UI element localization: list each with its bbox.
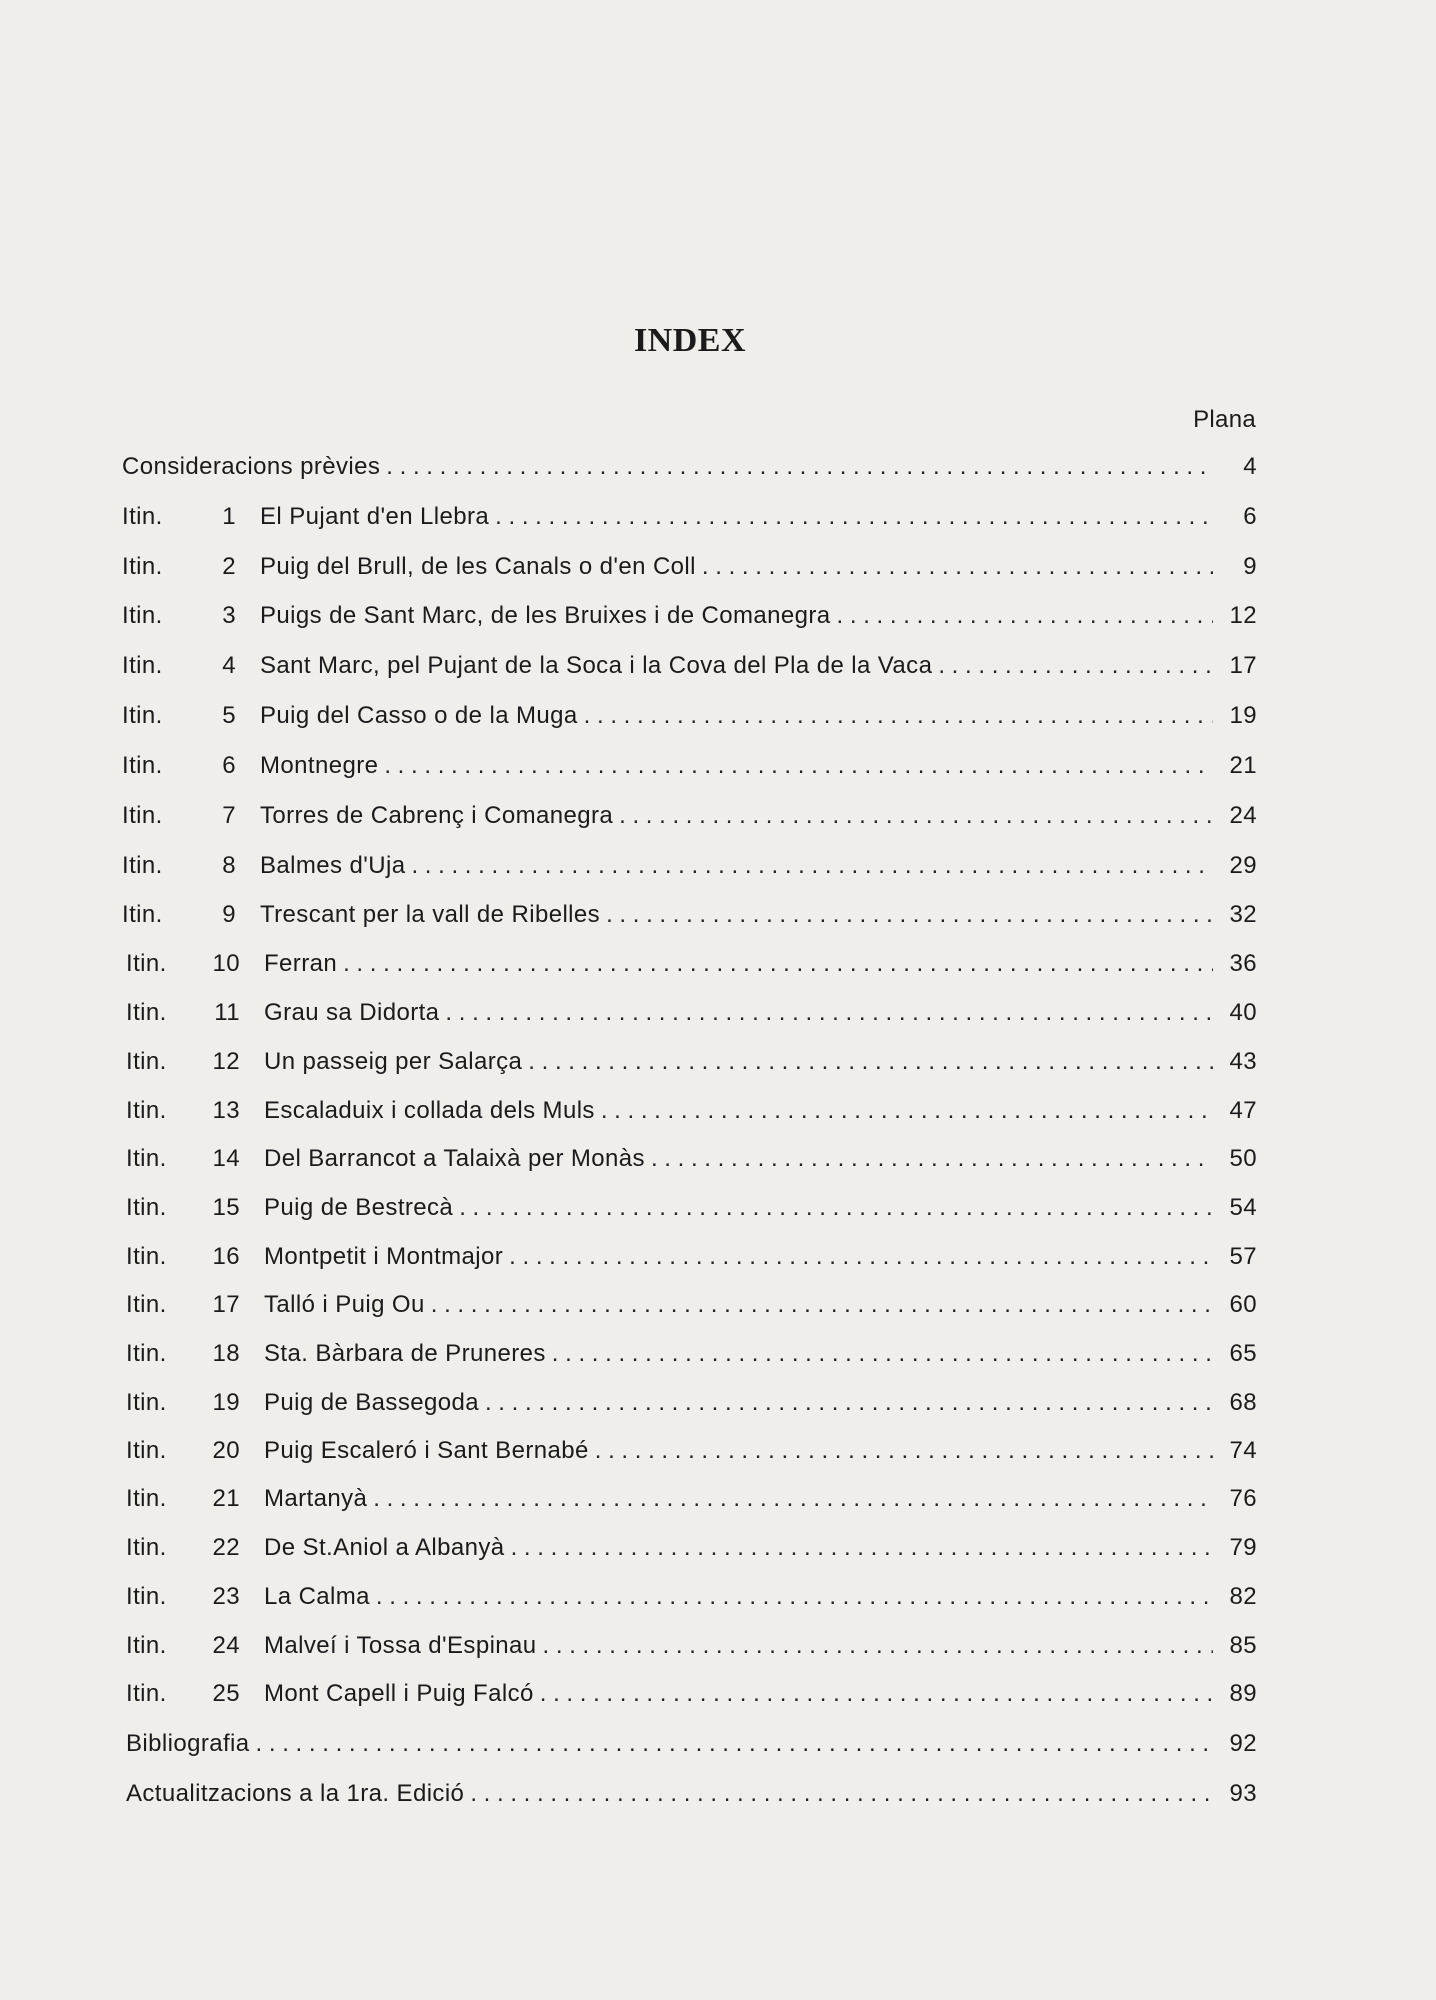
dot-leader: [552, 1340, 1213, 1368]
toc-entry-title: El Pujant d'en Llebra: [260, 503, 490, 530]
toc-entry-page-number: 47: [1229, 1097, 1257, 1124]
toc-entry-page-number: 65: [1229, 1340, 1257, 1367]
toc-entry-page-number: 24: [1229, 802, 1257, 829]
toc-entry-title: Trescant per la vall de Ribelles: [260, 901, 601, 928]
toc-entry: [126, 1780, 1257, 1820]
toc-entry-page-number: 92: [1229, 1730, 1257, 1757]
dot-leader: [540, 1680, 1213, 1708]
toc-entry-number: 8: [222, 852, 236, 879]
toc-entry-title: Actualitzacions a la 1ra. Edició: [126, 1780, 465, 1807]
toc-entry: [122, 503, 1257, 543]
toc-entry: [122, 752, 1257, 792]
toc-entry-title: Ferran: [264, 950, 338, 977]
toc-entry-number: 24: [212, 1632, 240, 1659]
page-title: INDEX: [633, 322, 747, 359]
toc-entry: [122, 453, 1257, 493]
dot-leader: [528, 1048, 1213, 1076]
toc-entry-number: 12: [212, 1048, 240, 1075]
toc-entry-prefix: Itin.: [126, 1632, 167, 1659]
toc-entry-prefix: Itin.: [126, 1291, 167, 1318]
toc-entry: [126, 1291, 1257, 1331]
toc-entry-number: 9: [222, 901, 236, 928]
toc-entry-title: Balmes d'Uja: [260, 852, 406, 879]
toc-entry-number: 5: [222, 702, 236, 729]
toc-entry-prefix: Itin.: [126, 999, 167, 1026]
toc-entry-prefix: Itin.: [122, 752, 163, 779]
toc-entry-title: De St.Aniol a Albanyà: [264, 1534, 505, 1561]
toc-entry-page-number: 93: [1229, 1780, 1257, 1807]
toc-entry-number: 22: [212, 1534, 240, 1561]
toc-entry-title: Escaladuix i collada dels Muls: [264, 1097, 595, 1124]
dot-leader: [938, 652, 1213, 680]
dot-leader: [431, 1291, 1213, 1319]
toc-entry: [122, 553, 1257, 593]
dot-leader: [584, 702, 1213, 730]
toc-entry: [126, 999, 1257, 1039]
toc-entry-page-number: 29: [1229, 852, 1257, 879]
toc-entry-title: Sta. Bàrbara de Pruneres: [264, 1340, 546, 1367]
toc-entry-title: Bibliografia: [126, 1730, 250, 1757]
toc-entry-page-number: 74: [1229, 1437, 1257, 1464]
page-column-header: Plana: [1193, 406, 1256, 433]
toc-entry-title: Sant Marc, pel Pujant de la Soca i la Cova del Pla de la Vaca: [260, 652, 933, 679]
toc-entry-number: 1: [222, 503, 236, 530]
toc-entry-page-number: 76: [1229, 1485, 1257, 1512]
dot-leader: [702, 553, 1213, 581]
toc-entry: [126, 1437, 1257, 1477]
toc-entry-prefix: Itin.: [122, 553, 163, 580]
toc-entry: [126, 1632, 1257, 1672]
toc-entry-page-number: 9: [1243, 553, 1257, 580]
toc-entry-title: Mont Capell i Puig Falcó: [264, 1680, 534, 1707]
toc-entry-number: 2: [222, 553, 236, 580]
toc-entry-page-number: 85: [1229, 1632, 1257, 1659]
toc-entry-page-number: 21: [1229, 752, 1257, 779]
toc-entry: [122, 802, 1257, 842]
toc-entry-title: Talló i Puig Ou: [264, 1291, 425, 1318]
toc-entry-prefix: Itin.: [122, 901, 163, 928]
toc-entry-prefix: Itin.: [122, 852, 163, 879]
toc-entry-number: 4: [222, 652, 236, 679]
toc-entry-prefix: Itin.: [126, 1048, 167, 1075]
toc-entry-number: 13: [212, 1097, 240, 1124]
toc-entry-title: Un passeig per Salarça: [264, 1048, 523, 1075]
toc-entry-page-number: 89: [1229, 1680, 1257, 1707]
toc-entry-title: Puig del Casso o de la Muga: [260, 702, 578, 729]
toc-entry-page-number: 82: [1229, 1583, 1257, 1610]
toc-entry-prefix: Itin.: [126, 1437, 167, 1464]
toc-entry-title: Puig del Brull, de les Canals o d'en Coll: [260, 553, 696, 580]
toc-entry-number: 25: [212, 1680, 240, 1707]
toc-entry-page-number: 32: [1229, 901, 1257, 928]
dot-leader: [411, 852, 1213, 880]
toc-entry-prefix: Itin.: [126, 1194, 167, 1221]
toc-entry-prefix: Itin.: [122, 702, 163, 729]
toc-entry-title: Grau sa Didorta: [264, 999, 440, 1026]
toc-entry-title: Martanyà: [264, 1485, 368, 1512]
toc-entry: [122, 602, 1257, 642]
dot-leader: [595, 1437, 1213, 1465]
toc-entry-number: 7: [222, 802, 236, 829]
dot-leader: [256, 1730, 1213, 1758]
dot-leader: [543, 1632, 1213, 1660]
toc-entry-page-number: 12: [1229, 602, 1257, 629]
toc-entry-prefix: Itin.: [122, 602, 163, 629]
toc-entry-title: Del Barrancot a Talaixà per Monàs: [264, 1145, 645, 1172]
toc-entry-prefix: Itin.: [126, 1485, 167, 1512]
toc-entry: [126, 1730, 1257, 1770]
toc-entry: [126, 1243, 1257, 1283]
dot-leader: [619, 802, 1213, 830]
toc-entry-title: Malveí i Tossa d'Espinau: [264, 1632, 537, 1659]
toc-entry-number: 20: [212, 1437, 240, 1464]
toc-entry: [126, 1194, 1257, 1234]
toc-entry-title: Puig de Bestrecà: [264, 1194, 454, 1221]
dot-leader: [651, 1145, 1213, 1173]
toc-entry: [126, 1485, 1257, 1525]
toc-entry-page-number: 57: [1229, 1243, 1257, 1270]
toc-entry-title: Puigs de Sant Marc, de les Bruixes i de Comanegra: [260, 602, 831, 629]
dot-leader: [373, 1485, 1213, 1513]
toc-entry-page-number: 17: [1229, 652, 1257, 679]
toc-entry-title: Montpetit i Montmajor: [264, 1243, 504, 1270]
toc-entry: [126, 1097, 1257, 1137]
toc-entry-prefix: Itin.: [122, 802, 163, 829]
toc-entry: [126, 1340, 1257, 1380]
toc-entry-number: 11: [214, 999, 240, 1026]
toc-entry-page-number: 6: [1243, 503, 1257, 530]
toc-entry-page-number: 54: [1229, 1194, 1257, 1221]
toc-entry-page-number: 36: [1229, 950, 1257, 977]
toc-entry-page-number: 19: [1229, 702, 1257, 729]
toc-entry: [126, 1145, 1257, 1185]
toc-entry-number: 17: [212, 1291, 240, 1318]
dot-leader: [470, 1780, 1213, 1808]
toc-entry-number: 16: [212, 1243, 240, 1270]
dot-leader: [485, 1389, 1213, 1417]
toc-entry-page-number: 40: [1229, 999, 1257, 1026]
dot-leader: [495, 503, 1213, 531]
toc-entry-prefix: Itin.: [126, 1145, 167, 1172]
toc-entry-page-number: 60: [1229, 1291, 1257, 1318]
toc-entry-prefix: Itin.: [126, 1097, 167, 1124]
toc-entry-number: 3: [222, 602, 236, 629]
dot-leader: [386, 453, 1213, 481]
toc-entry: [126, 1583, 1257, 1623]
toc-entry: [122, 652, 1257, 692]
toc-entry-number: 15: [212, 1194, 240, 1221]
toc-entry-page-number: 4: [1243, 453, 1257, 480]
toc-entry-title: Consideracions prèvies: [122, 453, 381, 480]
toc-entry-page-number: 43: [1229, 1048, 1257, 1075]
toc-entry-number: 14: [212, 1145, 240, 1172]
toc-entry-prefix: Itin.: [122, 503, 163, 530]
toc-entry-prefix: Itin.: [126, 1534, 167, 1561]
toc-entry-title: La Calma: [264, 1583, 370, 1610]
dot-leader: [601, 1097, 1213, 1125]
toc-entry-title: Puig Escaleró i Sant Bernabé: [264, 1437, 589, 1464]
toc-entry-number: 23: [212, 1583, 240, 1610]
toc-entry-page-number: 50: [1229, 1145, 1257, 1172]
toc-entry-number: 21: [212, 1485, 240, 1512]
toc-entry: [126, 1534, 1257, 1574]
dot-leader: [445, 999, 1213, 1027]
dot-leader: [837, 602, 1213, 630]
toc-entry-prefix: Itin.: [126, 1680, 167, 1707]
toc-entry-title: Torres de Cabrenç i Comanegra: [260, 802, 614, 829]
toc-entry-prefix: Itin.: [126, 1340, 167, 1367]
toc-entry-prefix: Itin.: [126, 1243, 167, 1270]
dot-leader: [459, 1194, 1213, 1222]
toc-entry-prefix: Itin.: [126, 950, 167, 977]
toc-entry-page-number: 79: [1229, 1534, 1257, 1561]
toc-entry-number: 19: [212, 1389, 240, 1416]
toc-entry: [126, 950, 1257, 990]
toc-entry-prefix: Itin.: [122, 652, 163, 679]
toc-entry-prefix: Itin.: [126, 1583, 167, 1610]
toc-entry-number: 10: [212, 950, 240, 977]
toc-entry-prefix: Itin.: [126, 1389, 167, 1416]
dot-leader: [384, 752, 1213, 780]
toc-entry: [126, 1389, 1257, 1429]
dot-leader: [509, 1243, 1213, 1271]
toc-entry-number: 6: [222, 752, 236, 779]
dot-leader: [376, 1583, 1213, 1611]
toc-entry-title: Puig de Bassegoda: [264, 1389, 479, 1416]
dot-leader: [511, 1534, 1213, 1562]
toc-entry: [122, 852, 1257, 892]
toc-entry: [122, 901, 1257, 941]
toc-entry-page-number: 68: [1229, 1389, 1257, 1416]
dot-leader: [606, 901, 1213, 929]
toc-entry: [126, 1048, 1257, 1088]
toc-entry-title: Montnegre: [260, 752, 379, 779]
toc-entry-number: 18: [212, 1340, 240, 1367]
toc-entry: [126, 1680, 1257, 1720]
toc-entry: [122, 702, 1257, 742]
dot-leader: [343, 950, 1213, 978]
